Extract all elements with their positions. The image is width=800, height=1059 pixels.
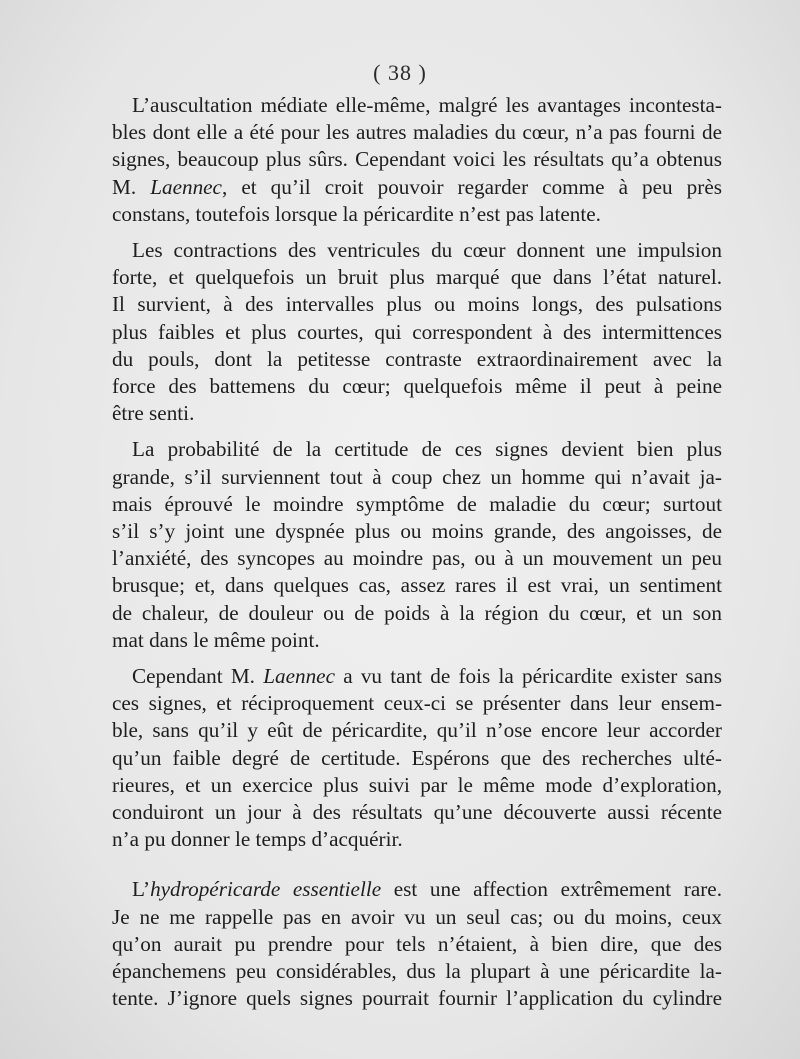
text-line: force des battemens du cœur; quelquefois même il peut à peine [112,374,722,399]
text-line: conduiront un jour à des résultats qu’une découverte aussi récente [112,800,722,825]
text-line: constans, toutefois lorsque la péricardite n’est pas latente. [112,201,601,226]
text-line: qu’on aurait pu prendre pour tels n’étaient, à bien dire, que des [112,931,722,956]
text-line: Les contractions des ventricules du cœur donnent une impulsion [132,238,722,263]
text-line: forte, et quelquefois un bruit plus marqué que dans l’état naturel. [112,265,722,290]
text-line: plus faibles et plus courtes, qui correspondent à des intermittences [112,319,722,344]
text-line: mais éprouvé le moindre symptôme de maladie du cœur; surtout [112,491,722,516]
text-line: brusque; et, dans quelques cas, assez rares il est vrai, un sentiment [112,573,722,598]
text-line: signes, beaucoup plus sûrs. Cependant voici les résultats qu’a obtenus [112,147,722,172]
text-line: du pouls, dont la petitesse contraste extraordinairement avec la [112,346,722,371]
text-line: ble, sans qu’il y eût de péricardite, qu’il n’ose encore leur accorder [112,718,722,743]
page-number: ( 38 ) [373,60,427,85]
paragraph-5 [112,876,722,1012]
text-line: qu’un faible degré de certitude. Espérons que des recherches ulté- [112,745,722,770]
paragraph-2 [112,237,722,427]
text-line: L’auscultation médiate elle-même, malgré les avantages incontesta- [132,93,722,117]
text-line: mat dans le même point. [112,627,320,652]
text-line: grande, s’il surviennent tout à coup chez un homme qui n’avait ja- [112,464,722,489]
paragraph-1 [112,92,722,228]
text-line: tente. J’ignore quels signes pourrait fournir l’application du cylindre [112,986,722,1011]
text-line: rieures, et un exercice plus suivi par le même mode d’exploration, [112,772,722,797]
text-line: M. Laennec, et qu’il croit pouvoir regarder comme à peu près [112,174,722,199]
text-line: Cependant M. Laennec a vu tant de fois la péricardite exister sans [132,664,722,689]
text-line: Je ne me rappelle pas en avoir vu un seul cas; ou du moins, ceux [112,904,722,929]
text-line: n’a pu donner le temps d’acquérir. [112,827,403,852]
text-line: La probabilité de la certitude de ces signes devient bien plus [132,437,722,462]
body-text [112,92,722,1022]
text-line: épanchemens peu considérables, dus la plupart à une péricardite la- [112,959,722,984]
text-line: ces signes, et réciproquement ceux-ci se présenter dans leur ensem- [112,691,722,716]
text-line: être senti. [112,401,195,426]
text-line: bles dont elle a été pour les autres maladies du cœur, n’a pas fourni de [112,120,722,145]
text-line: de chaleur, de douleur ou de poids à la région du cœur, et un son [112,600,722,625]
paragraph-4 [112,663,722,853]
text-line: Il survient, à des intervalles plus ou moins longs, des pulsations [112,292,722,317]
section-gap [112,862,722,876]
paragraph-3 [112,436,722,654]
text-line: L’hydropéricarde essentielle est une affection extrêmement rare. [132,877,722,902]
text-line: s’il s’y joint une dyspnée plus ou moins grande, des angoisses, de [112,519,722,544]
text-line: l’anxiété, des syncopes au moindre pas, ou à un mouvement un peu [112,546,722,571]
